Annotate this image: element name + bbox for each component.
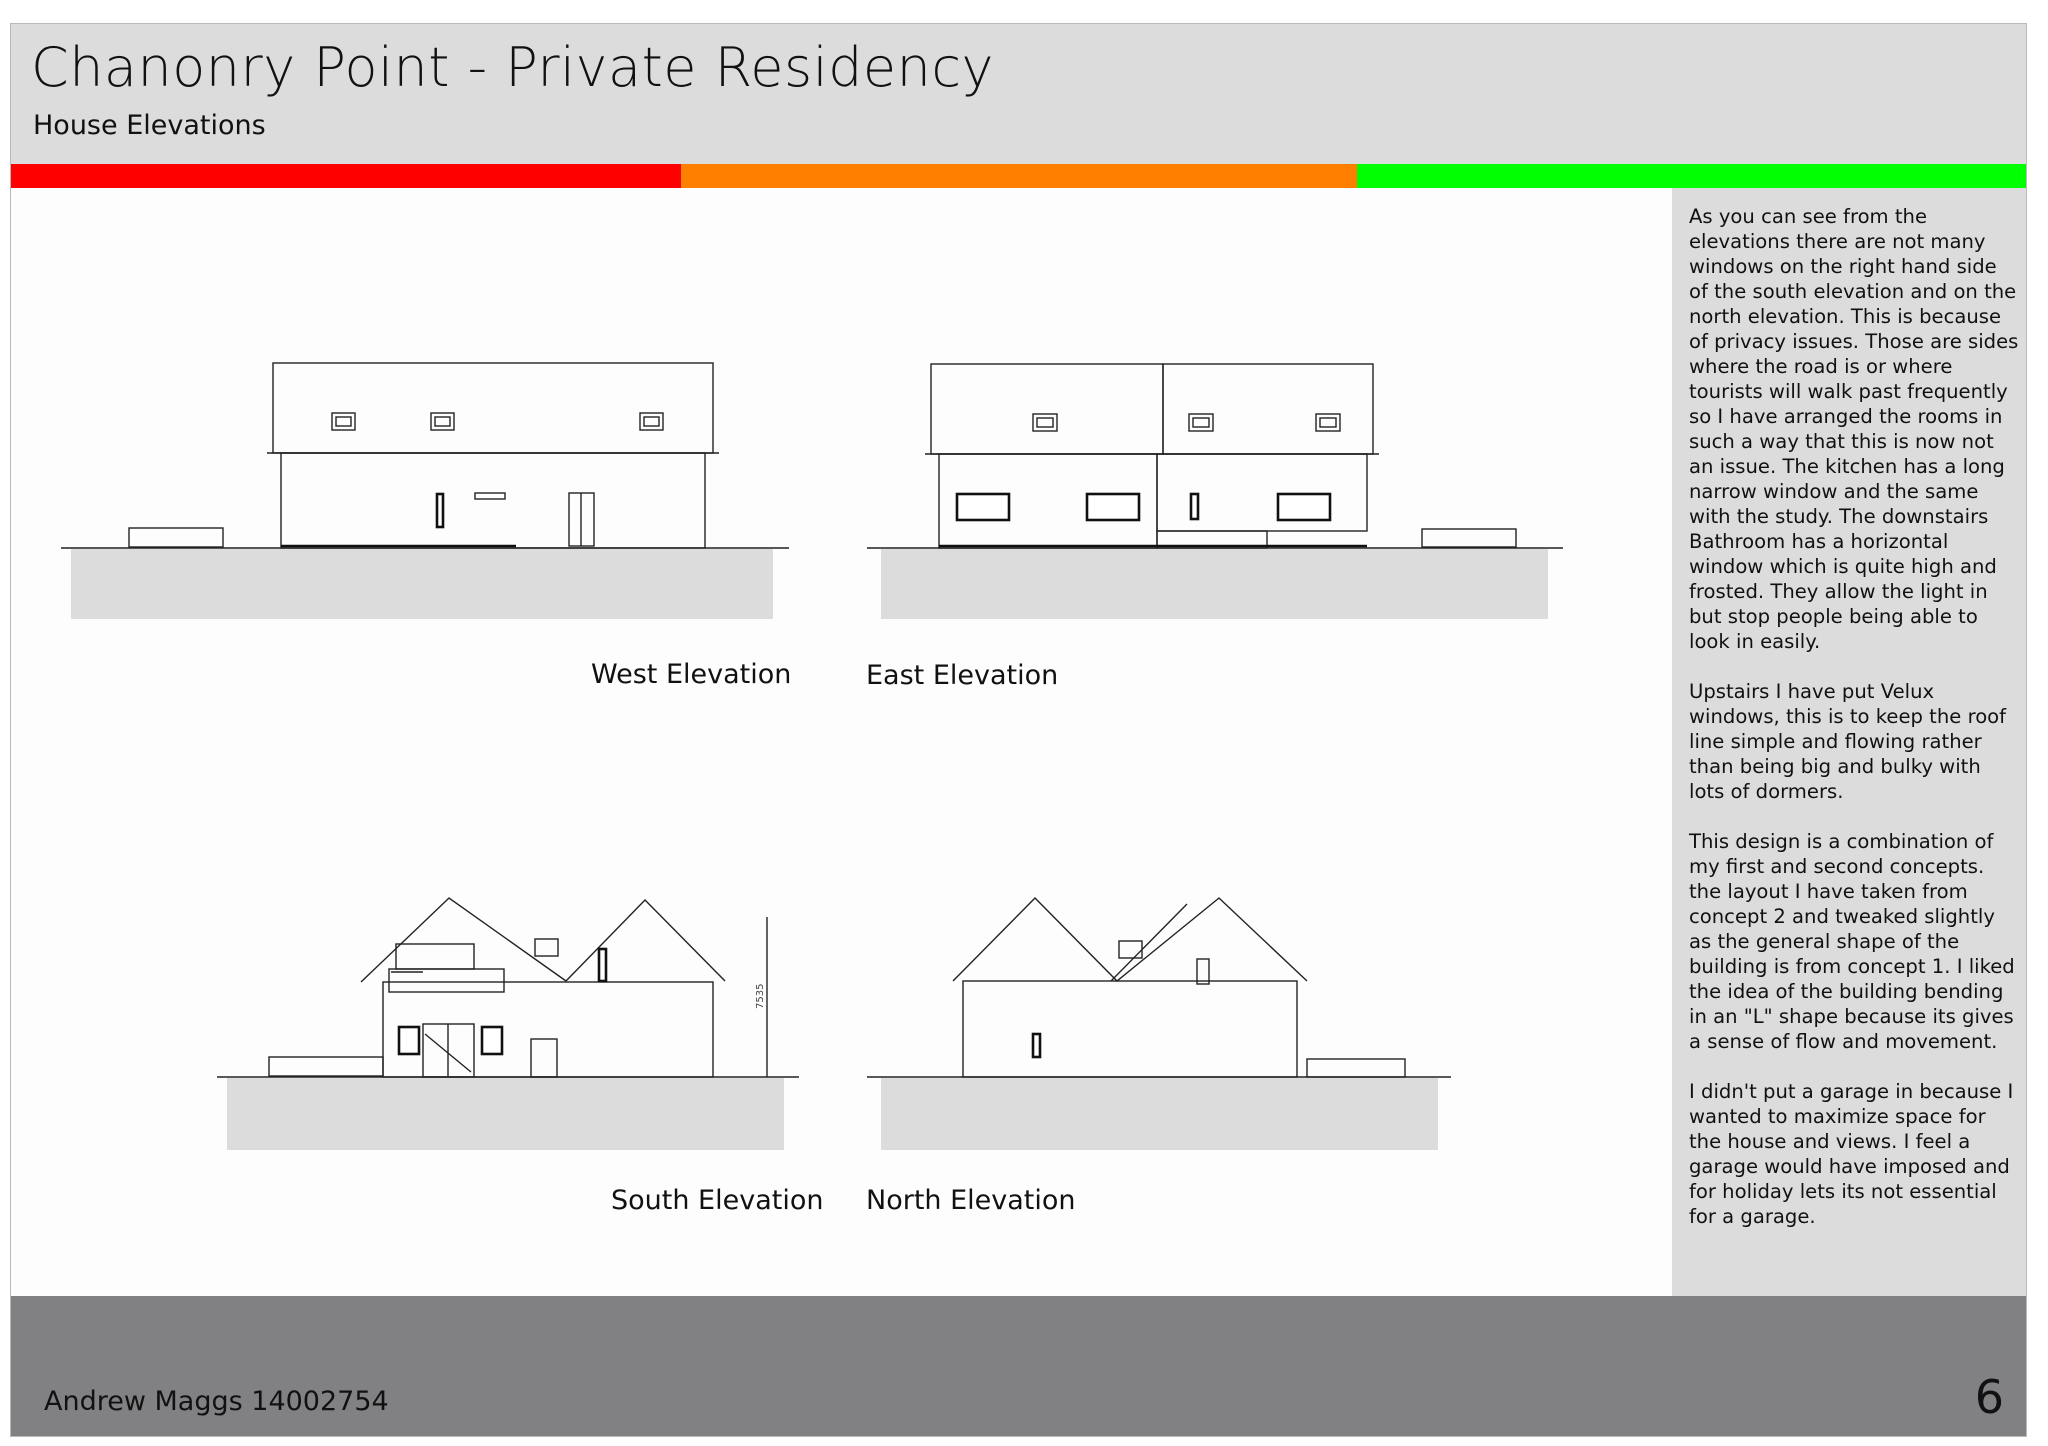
design-notes xyxy=(1689,204,2021,1254)
south-elevation-drawing xyxy=(217,898,799,1150)
north-elevation-drawing xyxy=(867,898,1451,1150)
dimension-label: 7535 xyxy=(755,983,766,1009)
west-elevation-drawing xyxy=(61,363,789,619)
note-paragraph-garage: I didn't put a garage in because I wanted to maximize space for the house and views. I feel a garage would have imposed and for holiday lets its not essential for a garage. xyxy=(1689,1080,2014,1228)
page-title: Chanonry Point - Private Residency xyxy=(31,36,994,99)
west-elevation-caption: West Elevation xyxy=(591,659,792,690)
north-ground xyxy=(881,1078,1438,1150)
west-ground xyxy=(71,549,773,619)
elevation-drawings xyxy=(11,24,1672,1296)
page-number: 6 xyxy=(1974,1370,2004,1424)
note-paragraph-concepts: This design is a combination of my first and second concepts. the layout I have taken from concept 2 and tweaked slightly as the general shape of the building is from concept 1. I liked the idea of the building bending in an "L" shape because its gives a sense of flow and movement. xyxy=(1689,830,2015,1053)
presentation-sheet xyxy=(10,23,2027,1437)
east-elevation-drawing xyxy=(867,364,1563,619)
note-paragraph-velux: Upstairs I have put Velux windows, this is to keep the roof line simple and flowing rather than being big and bulky with lots of dormers. xyxy=(1689,680,2007,803)
note-paragraph-privacy: As you can see from the elevations there are not many windows on the right hand side of the south elevation and on the north elevation. This is because of privacy issues. Those are sides where the road is or where tourists will walk past frequently so I have arranged the rooms in such a way that this is now not an issue. The kitchen has a long narrow window and the same with the study. The downstairs Bathroom has a horizontal window which is quite high and frosted. They allow the light in but stop people being able to look in easily. xyxy=(1689,205,2019,653)
notes-sidebar xyxy=(1672,188,2026,1296)
elevations-svg xyxy=(11,24,1672,1296)
author-name: Andrew Maggs 14002754 xyxy=(44,1386,389,1417)
east-elevation-caption: East Elevation xyxy=(866,660,1059,691)
east-ground xyxy=(881,549,1548,619)
page-subtitle: House Elevations xyxy=(33,110,266,141)
south-elevation-caption: South Elevation xyxy=(611,1185,824,1216)
north-elevation-caption: North Elevation xyxy=(866,1185,1076,1216)
south-ground xyxy=(227,1078,784,1150)
footer-band xyxy=(11,1296,2026,1436)
